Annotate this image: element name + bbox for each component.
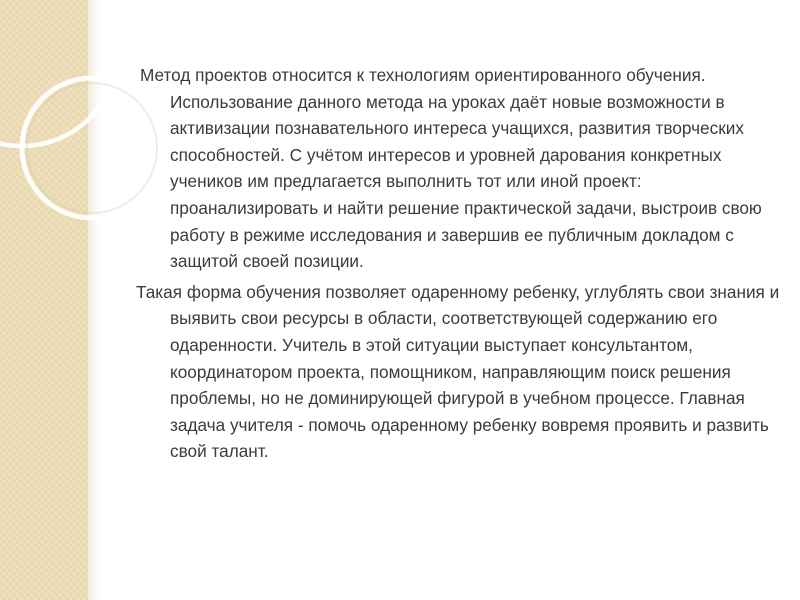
decorative-side-band	[0, 0, 88, 600]
side-band-shadow	[88, 0, 100, 600]
paragraph-project-method: Метод проектов относится к технологиям ориентированного обучения. Использование данного метода на уроках даёт новые возможности в активизации познавательного интереса учащихся, развития творческих способностей. С учётом интересов и уровней дарования конкретных учеников им предлагается выполнить тот или иной проект: проанализировать и найти решение практической задачи, выстроив свою работу в режиме исследования и завершив ее публичным докладом с защитой своей позиции.	[140, 65, 762, 272]
paragraph-learning-form: Такая форма обучения позволяет одаренному ребенку, углублять свои знания и выявить свои ресурсы в области, соответствующей содержанию его одаренности. Учитель в этой ситуации выступает консультантом, координатором проекта, помощником, направляющим поиск решения проблемы, но не доминирующей фигурой в учебном процессе. Главная задача учителя - помочь одаренному ребенку вовремя проявить и развить свой талант.	[136, 281, 780, 462]
slide-text-body	[136, 62, 786, 465]
